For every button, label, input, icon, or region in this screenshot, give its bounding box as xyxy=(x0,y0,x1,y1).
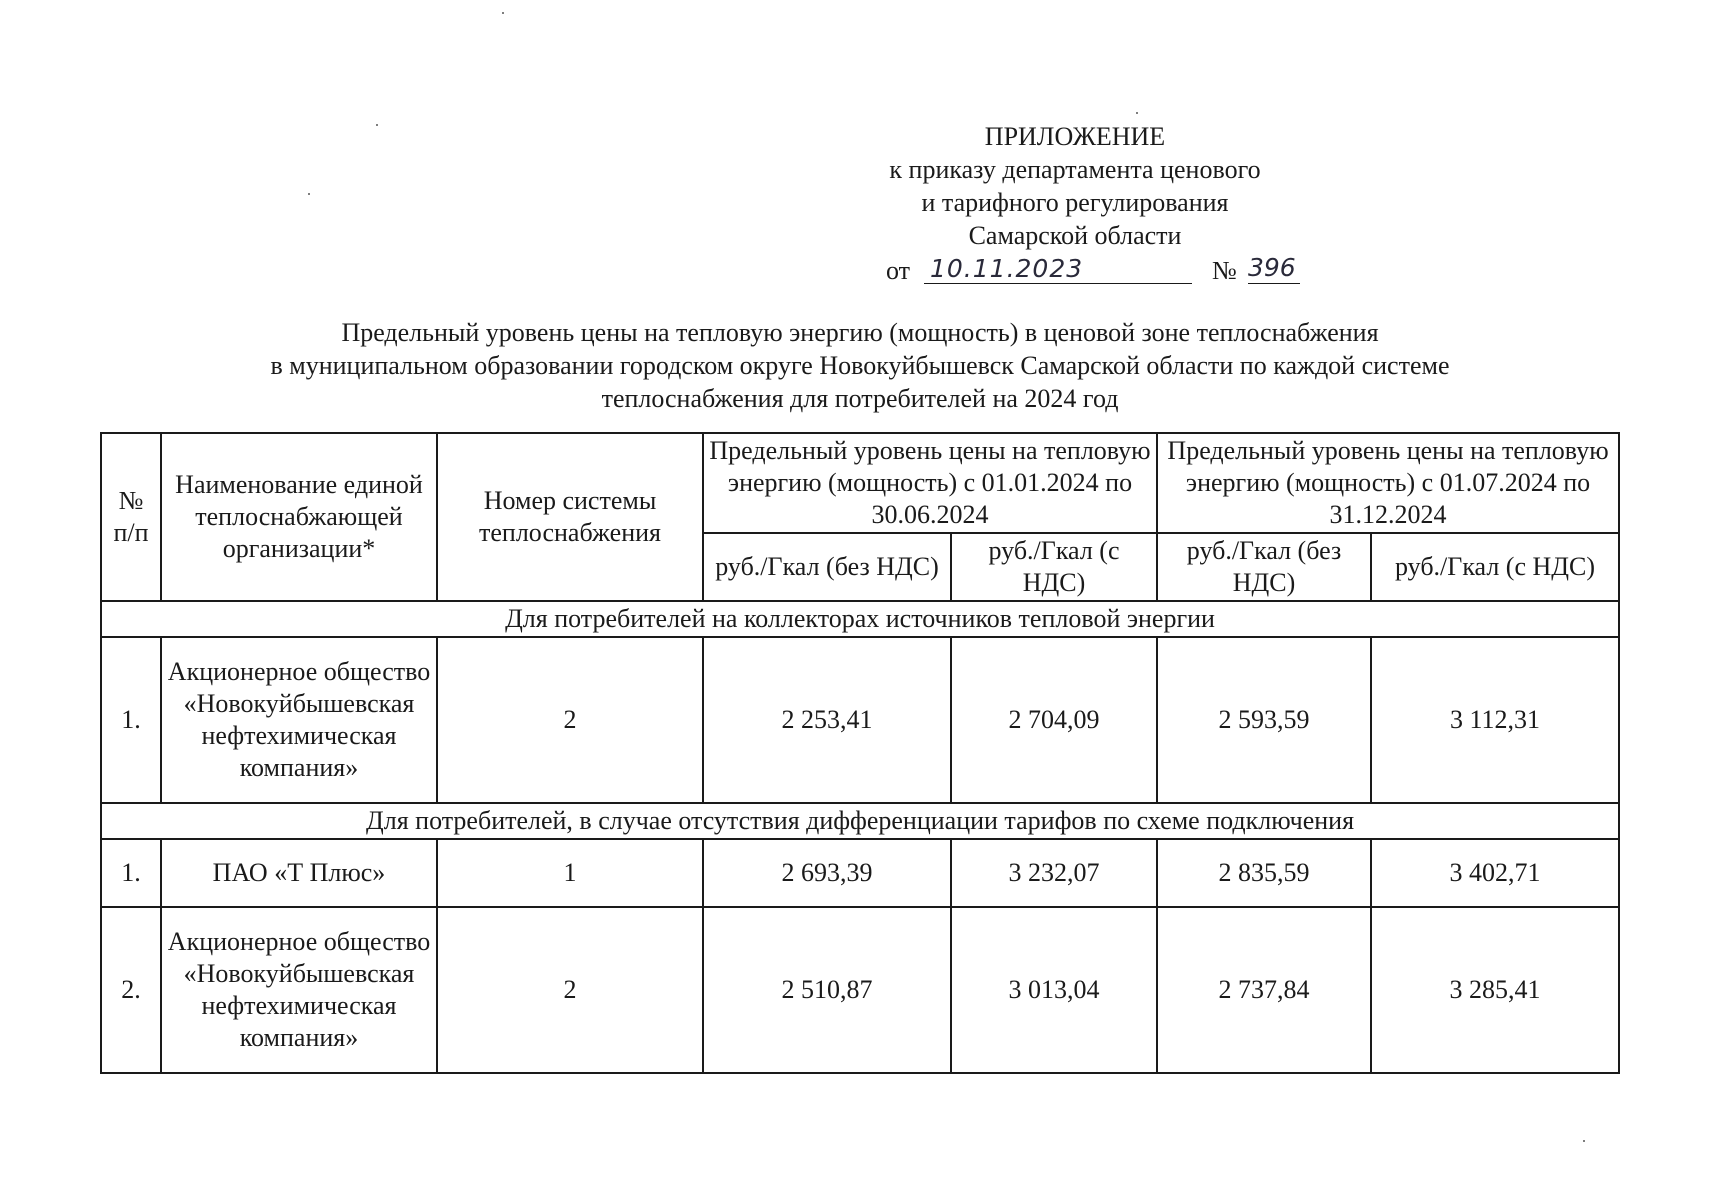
appendix-title: ПРИЛОЖЕНИЕ xyxy=(984,122,1166,151)
appendix-line-3: Самарской области xyxy=(968,221,1182,250)
appendix-line-1: к приказу департамента ценового xyxy=(889,155,1261,184)
cell-p2-vat: 3 112,31 xyxy=(1371,637,1619,803)
appendix-header xyxy=(850,120,1300,288)
document-title-line-1: Предельный уровень цены на тепловую энергию (мощность) в ценовой зоне теплоснабжения xyxy=(341,318,1379,347)
document-title xyxy=(180,316,1540,415)
order-number-label: № xyxy=(1212,256,1237,285)
cell-p2-no-vat: 2 835,59 xyxy=(1157,839,1371,907)
cell-p1-vat: 3 013,04 xyxy=(951,907,1157,1073)
appendix-line-2: и тарифного регулирования xyxy=(921,188,1229,217)
order-number-handwritten: 396 xyxy=(1248,252,1300,284)
cell-p2-no-vat: 2 737,84 xyxy=(1157,907,1371,1073)
document-title-line-2: в муниципальном образовании городском округе Новокуйбышевск Самарской области по каждой системе xyxy=(270,351,1450,380)
header-period-2: Предельный уровень цены на тепловую энергию (мощность) с 01.07.2024 по 31.12.2024 xyxy=(1157,433,1619,533)
cell-system-number: 2 xyxy=(437,637,703,803)
cell-num: 1. xyxy=(101,637,161,803)
scan-speck xyxy=(1583,1140,1585,1142)
order-reference xyxy=(850,252,1300,288)
cell-p1-no-vat: 2 693,39 xyxy=(703,839,951,907)
cell-p2-no-vat: 2 593,59 xyxy=(1157,637,1371,803)
header-p2-no-vat: руб./Гкал (без НДС) xyxy=(1157,533,1371,601)
header-p1-no-vat: руб./Гкал (без НДС) xyxy=(703,533,951,601)
section-row-no-differentiation xyxy=(101,803,1619,839)
table-row xyxy=(101,907,1619,1073)
scan-speck xyxy=(502,12,504,14)
scan-speck xyxy=(1136,112,1138,114)
tariff-table xyxy=(100,432,1620,1074)
cell-organization: ПАО «Т Плюс» xyxy=(161,839,437,907)
cell-organization: Акционерное общество «Новокуйбышевская нефтехимическая компания» xyxy=(161,637,437,803)
header-num: № п/п xyxy=(101,433,161,601)
cell-system-number: 1 xyxy=(437,839,703,907)
cell-p2-vat: 3 402,71 xyxy=(1371,839,1619,907)
cell-p2-vat: 3 285,41 xyxy=(1371,907,1619,1073)
section-row-collectors xyxy=(101,601,1619,637)
section-label: Для потребителей на коллекторах источников тепловой энергии xyxy=(101,601,1619,637)
table-header-row xyxy=(101,433,1619,533)
document-title-line-3: теплоснабжения для потребителей на 2024 год xyxy=(601,384,1119,413)
cell-system-number: 2 xyxy=(437,907,703,1073)
cell-p1-no-vat: 2 253,41 xyxy=(703,637,951,803)
header-p2-vat: руб./Гкал (с НДС) xyxy=(1371,533,1619,601)
cell-num: 1. xyxy=(101,839,161,907)
header-period-1: Предельный уровень цены на тепловую энергию (мощность) с 01.01.2024 по 30.06.2024 xyxy=(703,433,1157,533)
cell-num: 2. xyxy=(101,907,161,1073)
cell-p1-vat: 3 232,07 xyxy=(951,839,1157,907)
scan-speck xyxy=(308,193,310,195)
header-system-number: Номер системы теплоснабжения xyxy=(437,433,703,601)
section-label: Для потребителей, в случае отсутствия дифференциации тарифов по схеме подключения xyxy=(101,803,1619,839)
cell-organization: Акционерное общество «Новокуйбышевская нефтехимическая компания» xyxy=(161,907,437,1073)
header-p1-vat: руб./Гкал (с НДС) xyxy=(951,533,1157,601)
cell-p1-vat: 2 704,09 xyxy=(951,637,1157,803)
order-from-label: от xyxy=(886,256,911,285)
order-date-handwritten: 10.11.2023 xyxy=(924,252,1192,284)
table-row xyxy=(101,637,1619,803)
scan-speck xyxy=(376,124,378,126)
cell-p1-no-vat: 2 510,87 xyxy=(703,907,951,1073)
table-row xyxy=(101,839,1619,907)
header-organization: Наименование единой теплоснабжающей организации* xyxy=(161,433,437,601)
